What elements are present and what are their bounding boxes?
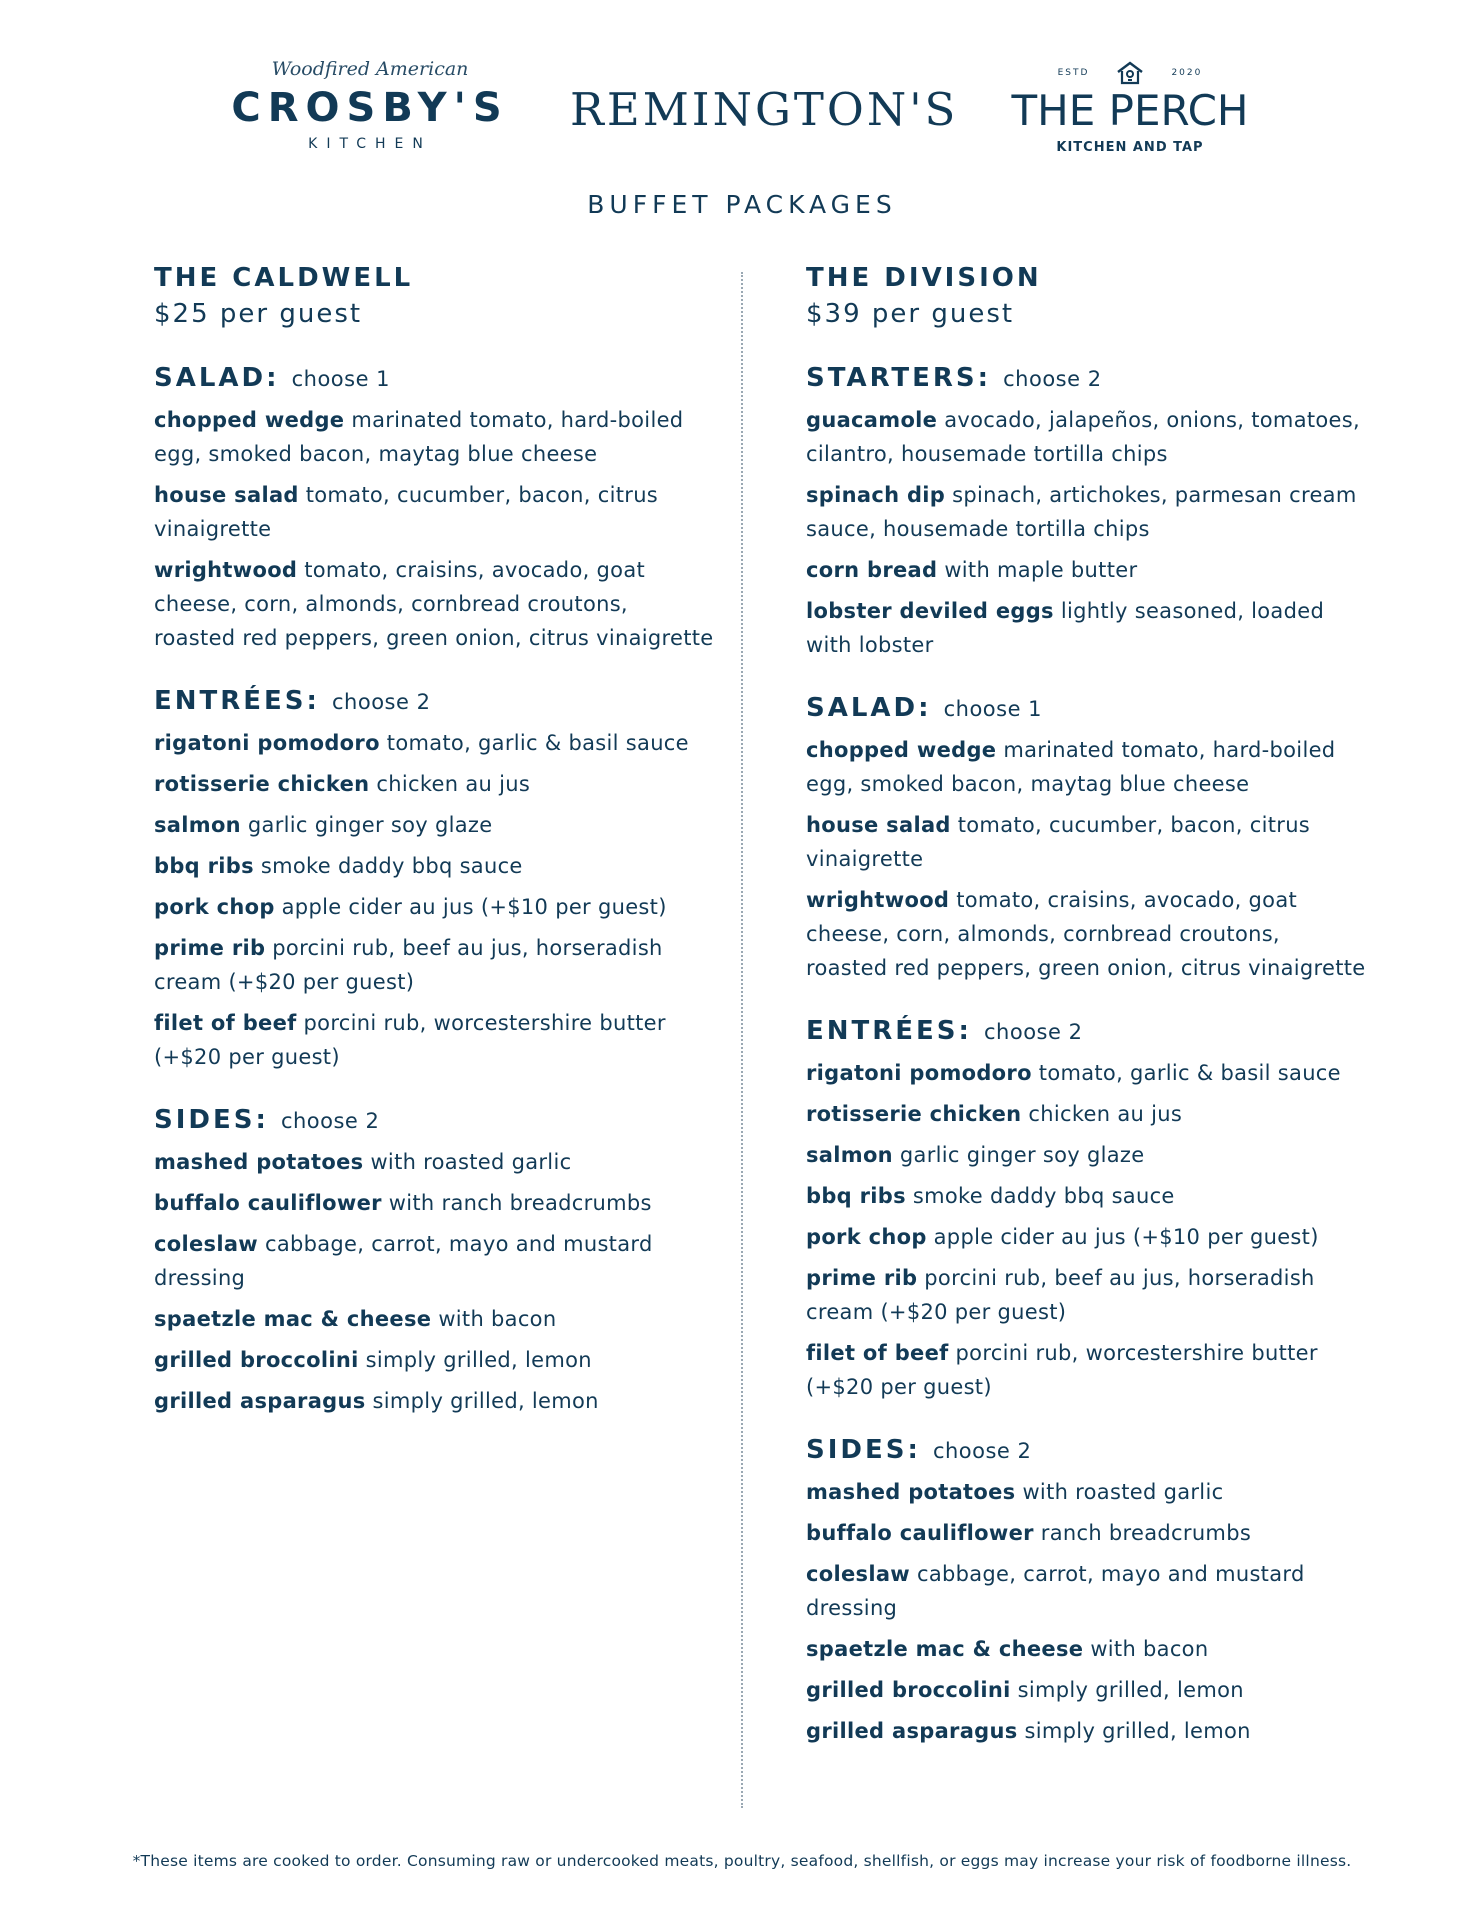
menu-item-name: chopped wedge	[154, 408, 345, 432]
menu-item	[806, 1097, 1366, 1131]
menu-item-description: with bacon	[1090, 1637, 1209, 1661]
package-name: THE DIVISION	[806, 263, 1042, 293]
menu-item	[806, 1336, 1366, 1404]
section-title: SALAD:	[154, 363, 280, 393]
menu-item-description: garlic ginger soy glaze	[247, 813, 493, 837]
remingtons-name: REMINGTON'S	[570, 83, 959, 136]
menu-item-description: simply grilled, lemon	[1017, 1678, 1244, 1702]
menu-item	[154, 478, 714, 546]
section-choose-note: choose 2	[280, 1109, 380, 1133]
section-choose-note: choose 2	[932, 1439, 1032, 1463]
menu-item-description: tomato, craisins, avocado, goat cheese, corn, almonds, cornbread croutons, roasted red peppers, green onion, citrus vinaigrette	[806, 888, 1366, 980]
menu-section	[154, 360, 714, 655]
menu-item-description: with maple butter	[944, 558, 1138, 582]
menu-item-name: house salad	[154, 483, 299, 507]
birdhouse-icon	[1115, 60, 1145, 86]
menu-item	[154, 1227, 714, 1295]
menu-item-description: marinated tomato, hard-boiled egg, smoked bacon, maytag blue cheese	[154, 408, 684, 466]
section-heading	[154, 683, 714, 720]
section-title: SALAD:	[806, 693, 932, 723]
menu-item-description: lightly seasoned, loaded with lobster	[806, 599, 1325, 657]
menu-item	[154, 553, 714, 655]
menu-item-name: prime rib	[806, 1266, 918, 1290]
menu-section	[154, 1102, 714, 1418]
menu-item-description: tomato, cucumber, bacon, citrus vinaigrette	[154, 483, 659, 541]
perch-year: 2020	[1171, 68, 1203, 78]
menu-item-description: ranch breadcrumbs	[1040, 1521, 1252, 1545]
menu-item	[806, 1632, 1366, 1666]
column-divider	[741, 272, 743, 1808]
menu-item-description: chicken au jus	[376, 772, 531, 796]
menu-item-description: tomato, cucumber, bacon, citrus vinaigrette	[806, 813, 1311, 871]
perch-sub: KITCHEN AND TAP	[1056, 140, 1204, 155]
menu-item	[154, 931, 714, 999]
menu-item-description: smoke daddy bbq sauce	[912, 1184, 1175, 1208]
menu-item-description: porcini rub, beef au jus, horseradish cream (+$20 per guest)	[806, 1266, 1315, 1324]
menu-item-name: spaetzle mac & cheese	[806, 1637, 1084, 1661]
section-heading	[154, 1102, 714, 1139]
menu-item-name: grilled asparagus	[154, 1389, 366, 1413]
menu-item-description: avocado, jalapeños, onions, tomatoes, cilantro, housemade tortilla chips	[806, 408, 1360, 466]
menu-item-description: apple cider au jus (+$10 per guest)	[933, 1225, 1319, 1249]
menu-item-name: spinach dip	[806, 483, 946, 507]
menu-item-description: apple cider au jus (+$10 per guest)	[281, 895, 667, 919]
menu-item	[806, 1516, 1366, 1550]
menu-item-name: wrightwood	[154, 558, 298, 582]
section-choose-note: choose 2	[983, 1020, 1083, 1044]
menu-item-description: porcini rub, worcestershire butter (+$20 per guest)	[806, 1341, 1318, 1399]
menu-item	[154, 890, 714, 924]
section-title: ENTRÉES:	[154, 686, 320, 716]
menu-item	[806, 1714, 1366, 1748]
menu-item-description: simply grilled, lemon	[1024, 1719, 1251, 1743]
logo-header	[0, 0, 1484, 180]
menu-item	[806, 594, 1366, 662]
menu-item-description: with bacon	[438, 1307, 557, 1331]
section-choose-note: choose 1	[943, 697, 1043, 721]
menu-item-description: porcini rub, beef au jus, horseradish cream (+$20 per guest)	[154, 936, 663, 994]
menu-section	[154, 683, 714, 1074]
menu-section	[806, 1432, 1366, 1748]
menu-item-description: tomato, garlic & basil sauce	[1038, 1061, 1341, 1085]
menu-item-name: mashed potatoes	[806, 1480, 1016, 1504]
menu-item-name: pork chop	[154, 895, 275, 919]
menu-item-description: with ranch breadcrumbs	[388, 1191, 652, 1215]
menu-item-description: with roasted garlic	[370, 1150, 572, 1174]
menu-item	[806, 1220, 1366, 1254]
menu-item-name: grilled broccolini	[806, 1678, 1011, 1702]
crosbys-tagline: Woodfired American	[271, 58, 469, 80]
section-title: SIDES:	[806, 1435, 921, 1465]
menu-item	[154, 726, 714, 760]
menu-item	[154, 1186, 714, 1220]
menu-section	[806, 690, 1366, 985]
menu-item	[806, 403, 1366, 471]
remingtons-logo	[570, 80, 959, 140]
menu-item-description: spinach, artichokes, parmesan cream sauce, housemade tortilla chips	[806, 483, 1357, 541]
menu-item-name: buffalo cauliflower	[806, 1521, 1034, 1545]
menu-item	[154, 403, 714, 471]
section-heading	[806, 360, 1366, 397]
menu-item-name: filet of beef	[154, 1011, 297, 1035]
section-title: SIDES:	[154, 1105, 269, 1135]
menu-item-name: buffalo cauliflower	[154, 1191, 382, 1215]
menu-item	[806, 1557, 1366, 1625]
menu-item-description: porcini rub, worcestershire butter (+$20 per guest)	[154, 1011, 666, 1069]
menu-item	[154, 1006, 714, 1074]
menu-item-name: salmon	[154, 813, 241, 837]
page-title: BUFFET PACKAGES	[587, 190, 897, 219]
section-title: STARTERS:	[806, 363, 992, 393]
menu-item-name: rigatoni pomodoro	[154, 731, 380, 755]
food-safety-footnote: *These items are cooked to order. Consuming raw or undercooked meats, poultry, seafood, shellfish, or eggs may increase your risk of foodborne illness.	[132, 1852, 1352, 1870]
menu-item-name: salmon	[806, 1143, 893, 1167]
menu-item-description: chicken au jus	[1028, 1102, 1183, 1126]
perch-name: THE PERCH	[1011, 86, 1249, 135]
menu-item	[806, 478, 1366, 546]
menu-item	[154, 1302, 714, 1336]
menu-item-name: coleslaw	[806, 1562, 910, 1586]
the-perch-logo	[1000, 58, 1260, 155]
menu-item	[806, 1138, 1366, 1172]
menu-item	[154, 1145, 714, 1179]
menu-item-description: cabbage, carrot, mayo and mustard dressing	[154, 1232, 653, 1290]
menu-item-name: rigatoni pomodoro	[806, 1061, 1032, 1085]
menu-item-name: wrightwood	[806, 888, 950, 912]
menu-item-name: mashed potatoes	[154, 1150, 364, 1174]
menu-item-name: house salad	[806, 813, 951, 837]
section-heading	[806, 690, 1366, 727]
menu-item-name: rotisserie chicken	[806, 1102, 1022, 1126]
section-heading	[806, 1432, 1366, 1469]
package-price: $25 per guest	[154, 299, 363, 329]
section-heading	[154, 360, 714, 397]
menu-item-name: grilled asparagus	[806, 1719, 1018, 1743]
menu-item	[154, 849, 714, 883]
menu-item-name: rotisserie chicken	[154, 772, 370, 796]
menu-item-name: coleslaw	[154, 1232, 258, 1256]
package-column-division	[806, 260, 1366, 1776]
package-price: $39 per guest	[806, 299, 1015, 329]
menu-item	[154, 1384, 714, 1418]
menu-item-name: chopped wedge	[806, 738, 997, 762]
menu-item-name: pork chop	[806, 1225, 927, 1249]
menu-item-description: simply grilled, lemon	[372, 1389, 599, 1413]
menu-item-description: cabbage, carrot, mayo and mustard dressing	[806, 1562, 1305, 1620]
section-choose-note: choose 1	[291, 367, 391, 391]
menu-item	[806, 883, 1366, 985]
menu-item-name: bbq ribs	[154, 854, 254, 878]
section-choose-note: choose 2	[331, 690, 431, 714]
menu-item	[806, 1261, 1366, 1329]
menu-item-description: marinated tomato, hard-boiled egg, smoked bacon, maytag blue cheese	[806, 738, 1336, 796]
perch-estd-row	[1000, 58, 1260, 88]
menu-item-description: tomato, garlic & basil sauce	[386, 731, 689, 755]
menu-item-name: corn bread	[806, 558, 938, 582]
menu-item	[806, 733, 1366, 801]
menu-item-description: simply grilled, lemon	[365, 1348, 592, 1372]
menu-item-description: tomato, craisins, avocado, goat cheese, corn, almonds, cornbread croutons, roasted red peppers, green onion, citrus vinaigrette	[154, 558, 714, 650]
menu-item	[806, 1475, 1366, 1509]
menu-item-name: prime rib	[154, 936, 266, 960]
menu-section	[806, 360, 1366, 662]
menu-item-description: with roasted garlic	[1022, 1480, 1224, 1504]
menu-item-name: guacamole	[806, 408, 938, 432]
menu-item-name: lobster deviled eggs	[806, 599, 1054, 623]
menu-item	[154, 1343, 714, 1377]
menu-item	[806, 808, 1366, 876]
menu-item	[806, 1056, 1366, 1090]
menu-item-name: grilled broccolini	[154, 1348, 359, 1372]
menu-item	[154, 808, 714, 842]
menu-item	[806, 1179, 1366, 1213]
menu-item-name: filet of beef	[806, 1341, 949, 1365]
menu-item	[806, 553, 1366, 587]
crosbys-kitchen-logo	[230, 58, 510, 152]
section-choose-note: choose 2	[1003, 367, 1102, 391]
section-heading	[806, 1013, 1366, 1050]
package-name: THE CALDWELL	[154, 263, 414, 293]
crosbys-name: CROSBY'S	[231, 85, 509, 131]
menu-section	[806, 1013, 1366, 1404]
section-title: ENTRÉES:	[806, 1016, 972, 1046]
perch-estd: ESTD	[1057, 68, 1090, 78]
menu-item-name: spaetzle mac & cheese	[154, 1307, 432, 1331]
menu-item	[806, 1673, 1366, 1707]
menu-item-description: garlic ginger soy glaze	[899, 1143, 1145, 1167]
menu-item	[154, 767, 714, 801]
package-column-caldwell	[154, 260, 714, 1446]
menu-item-name: bbq ribs	[806, 1184, 906, 1208]
menu-item-description: smoke daddy bbq sauce	[260, 854, 523, 878]
crosbys-sub: KITCHEN	[308, 136, 432, 152]
